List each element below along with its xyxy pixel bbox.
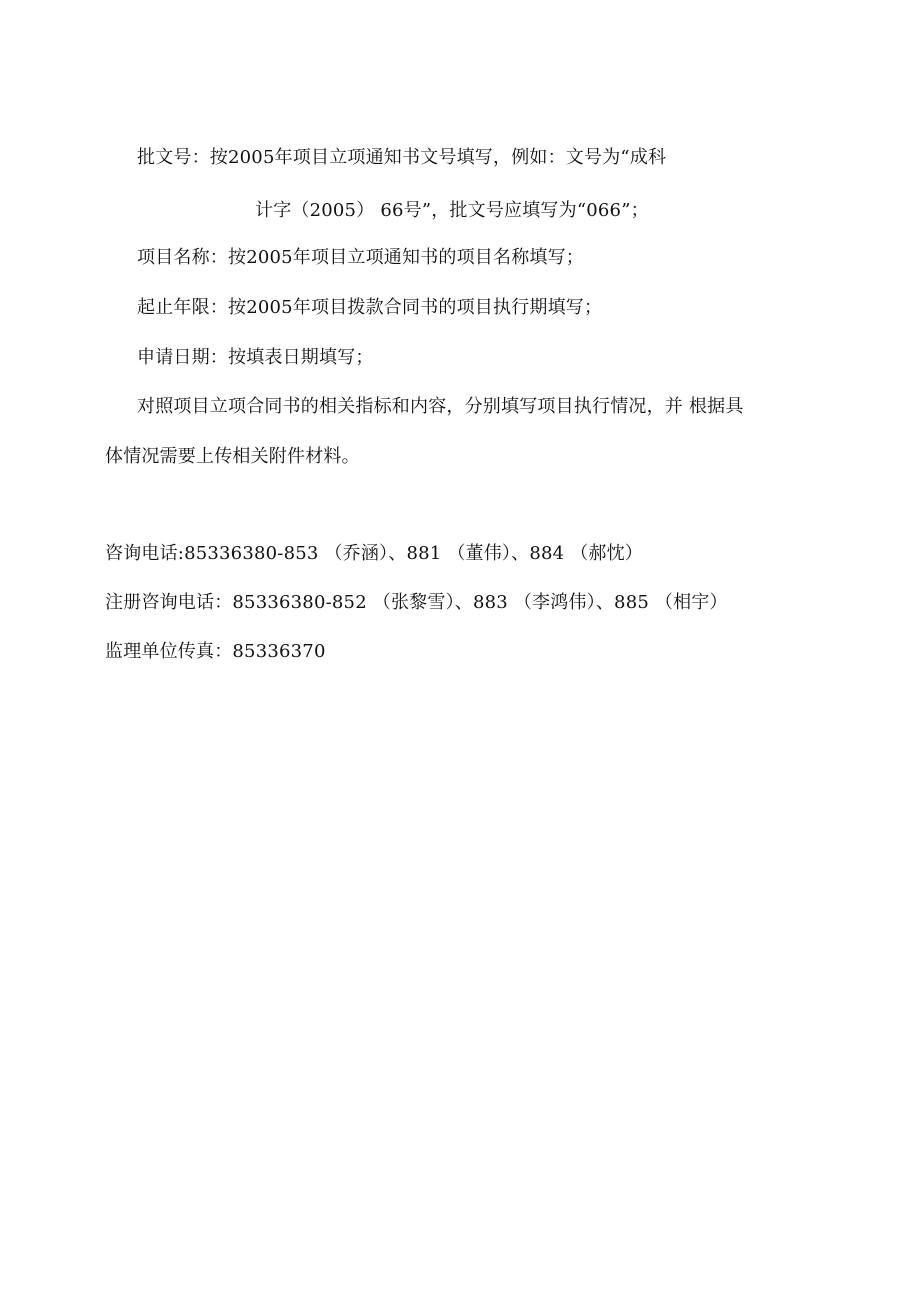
approval-number-instruction-line-2: 计字（2005） 66号”，批文号应填写为“066”；	[255, 200, 649, 221]
approval-number-instruction-line-1: 批文号：按2005年项目立项通知书文号填写，例如：文号为“成科	[137, 147, 667, 168]
register-consult-phone: 注册咨询电话：85336380-852 （张黎雪）、883 （李鸿伟）、885 （相宇）	[105, 592, 728, 613]
consult-phone: 咨询电话:85336380-853 （乔涵）、881 （董伟）、884 （郝忱）	[105, 543, 643, 564]
execution-instruction-line-2: 体情况需要上传相关附件材料。	[105, 446, 360, 467]
period-instruction: 起止年限：按2005年项目拨款合同书的项目执行期填写；	[137, 297, 603, 318]
project-name-instruction: 项目名称：按2005年项目立项通知书的项目名称填写；	[137, 247, 585, 268]
apply-date-instruction: 申请日期：按填表日期填写；	[137, 347, 374, 368]
supervision-fax: 监理单位传真：85336370	[105, 641, 326, 662]
execution-instruction-line-1: 对照项目立项合同书的相关指标和内容，分别填写项目执行情况，并 根据具	[137, 396, 744, 417]
